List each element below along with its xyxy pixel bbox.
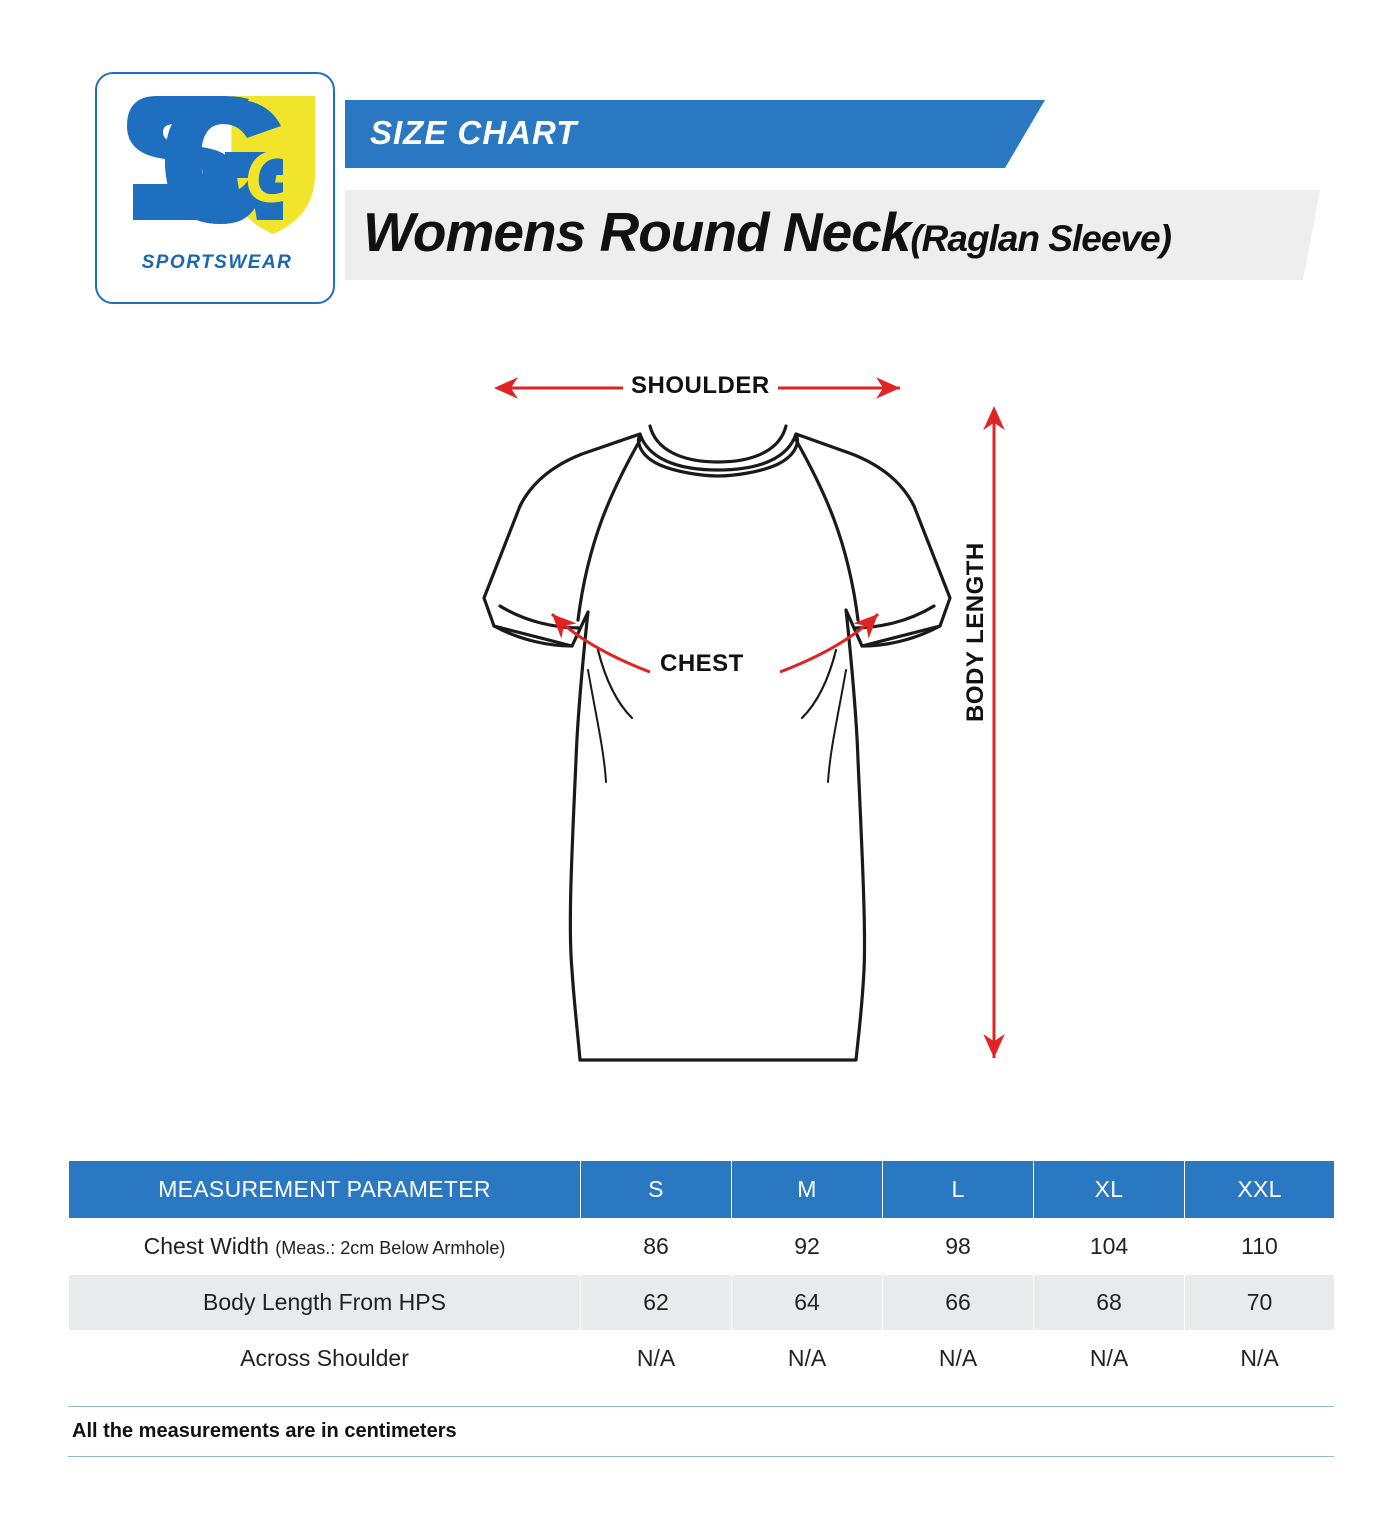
measurements-table (68, 1160, 1335, 1387)
cell-chest-l: 98 (883, 1219, 1034, 1275)
col-header-parameter: MEASUREMENT PARAMETER (69, 1161, 581, 1219)
measurements-table-wrap (68, 1160, 1334, 1387)
cell-chest-m: 92 (732, 1219, 883, 1275)
cell-length-m: 64 (732, 1275, 883, 1331)
col-header-m: M (732, 1161, 883, 1219)
garment-diagram (0, 330, 1400, 1160)
col-header-xxl: XXL (1185, 1161, 1335, 1219)
cell-shoulder-l: N/A (883, 1331, 1034, 1387)
footnote-divider-bottom (68, 1456, 1334, 1457)
row-parameter-chest-width (69, 1219, 581, 1275)
footnote-block (68, 1406, 1334, 1457)
table-row (69, 1275, 1335, 1331)
table-head (69, 1161, 1335, 1219)
cell-shoulder-xl: N/A (1034, 1331, 1185, 1387)
cell-length-xxl: 70 (1185, 1275, 1335, 1331)
cell-chest-s: 86 (581, 1219, 732, 1275)
brand-wordmark: SPORTSWEAR (141, 252, 293, 273)
cell-shoulder-s: N/A (581, 1331, 732, 1387)
cell-shoulder-xxl: N/A (1185, 1331, 1335, 1387)
banner-label: SIZE CHART (370, 114, 578, 151)
svg-text:G: G (244, 135, 302, 218)
sg-shield-icon (97, 74, 337, 259)
cell-length-xl: 68 (1034, 1275, 1185, 1331)
brand-logo (95, 72, 335, 304)
col-header-xl: XL (1034, 1161, 1185, 1219)
table-header-row (69, 1161, 1335, 1219)
cell-length-s: 62 (581, 1275, 732, 1331)
page-title-main: Womens Round Neck (363, 201, 911, 263)
cell-chest-xl: 104 (1034, 1219, 1185, 1275)
row-parameter-across-shoulder: Across Shoulder (69, 1331, 581, 1387)
size-chart-banner (345, 100, 1045, 168)
table-row (69, 1219, 1335, 1275)
row-parameter-body-length: Body Length From HPS (69, 1275, 581, 1331)
shoulder-label: SHOULDER (623, 372, 778, 400)
cell-shoulder-m: N/A (732, 1331, 883, 1387)
table-row (69, 1331, 1335, 1387)
table-body (69, 1219, 1335, 1387)
col-header-l: L (883, 1161, 1034, 1219)
col-header-s: S (581, 1161, 732, 1219)
page-header (0, 0, 1400, 320)
cell-length-l: 66 (883, 1275, 1034, 1331)
footnote-text: All the measurements are in centimeters (72, 1420, 457, 1442)
tshirt-outline (484, 426, 950, 1060)
cell-chest-xxl: 110 (1185, 1219, 1335, 1275)
chest-label: CHEST (652, 650, 752, 678)
tshirt-illustration (0, 330, 1400, 1160)
body-length-label: BODY LENGTH (962, 534, 990, 730)
page-title-sub: (Raglan Sleeve) (910, 218, 1171, 259)
page-title (363, 200, 1171, 264)
parameter-text: Chest Width (143, 1233, 269, 1259)
title-banner (345, 190, 1320, 280)
parameter-note: (Meas.: 2cm Below Armhole) (275, 1238, 506, 1258)
